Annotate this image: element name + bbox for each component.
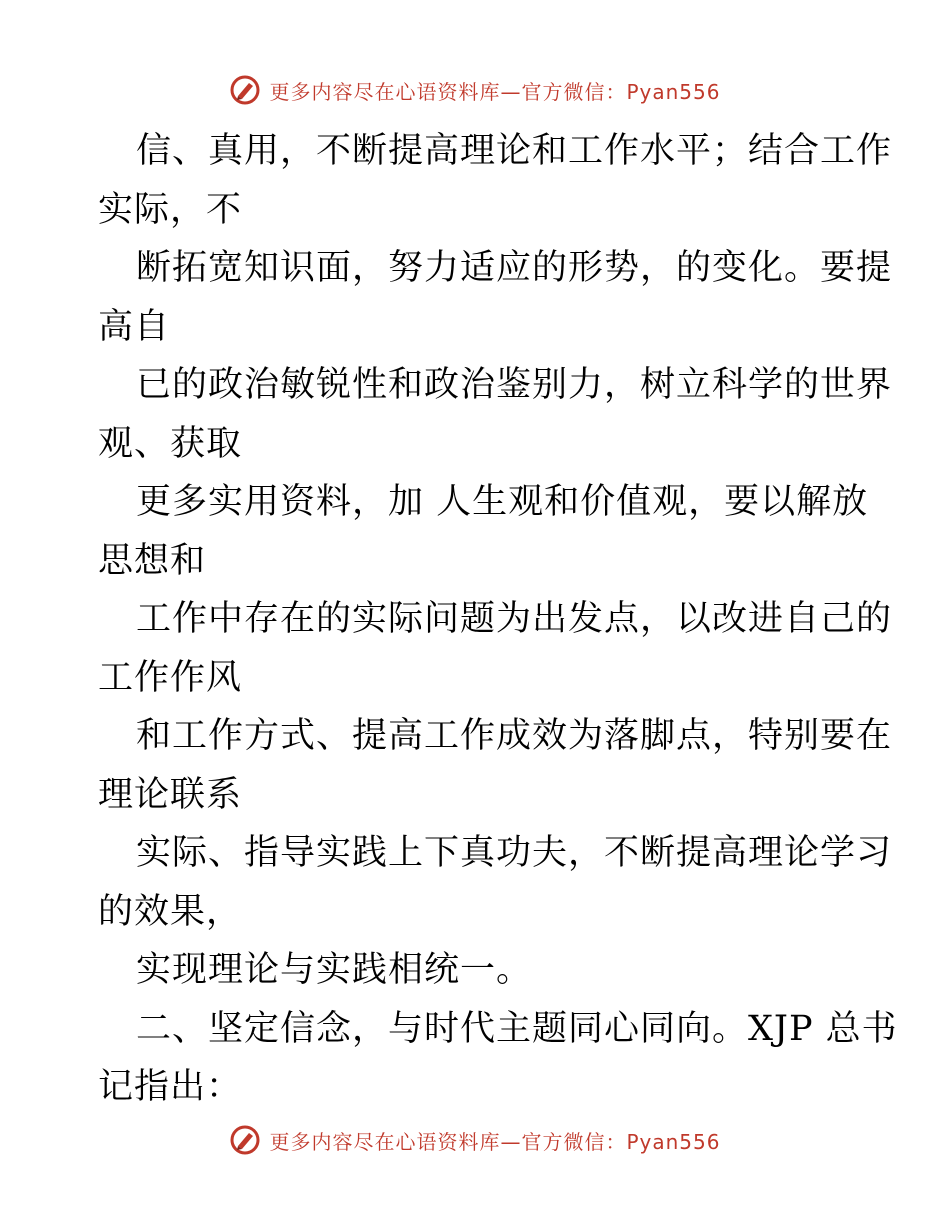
text-line: 实际，不 bbox=[98, 189, 243, 230]
document-body bbox=[98, 122, 898, 1117]
text-line: 的效果， bbox=[98, 891, 243, 932]
text-line: 工作中存在的实际问题为出发点，以改进自己的 bbox=[136, 599, 893, 639]
pen-seal-icon bbox=[229, 74, 261, 106]
text-line: 已的政治敏锐性和政治鉴别力，树立科学的世界 bbox=[136, 365, 893, 405]
text-line: 理论联系 bbox=[98, 774, 243, 815]
text-line: 更多实用资料，加 人生观和价值观，要以解放 bbox=[136, 482, 869, 522]
text-line: 高自 bbox=[98, 306, 171, 347]
pen-seal-icon bbox=[229, 1124, 261, 1156]
text-line: 实现理论与实践相统一。 bbox=[136, 950, 533, 990]
text-line: 和工作方式、提高工作成效为落脚点，特别要在 bbox=[136, 716, 893, 756]
text-line: 信、真用，不断提高理论和工作水平；结合工作 bbox=[136, 131, 893, 171]
header-watermark bbox=[0, 72, 950, 108]
text-line: 观、获取 bbox=[98, 423, 243, 464]
watermark-text: 更多内容尽在心语资料库—官方微信：Pyan556 bbox=[269, 79, 721, 104]
text-line: 实际、指导实践上下真功夫，不断提高理论学习 bbox=[136, 833, 893, 873]
text-line: 工作作风 bbox=[98, 657, 243, 698]
text-line: 断拓宽知识面，努力适应的形势，的变化。要提 bbox=[136, 248, 893, 288]
text-line: 思想和 bbox=[98, 540, 207, 581]
watermark-text: 更多内容尽在心语资料库—官方微信：Pyan556 bbox=[269, 1129, 721, 1154]
text-line: 二、坚定信念，与时代主题同心同向。XJP 总书 bbox=[136, 1008, 898, 1049]
text-line: 记指出： bbox=[98, 1067, 243, 1107]
footer-watermark bbox=[0, 1122, 950, 1158]
